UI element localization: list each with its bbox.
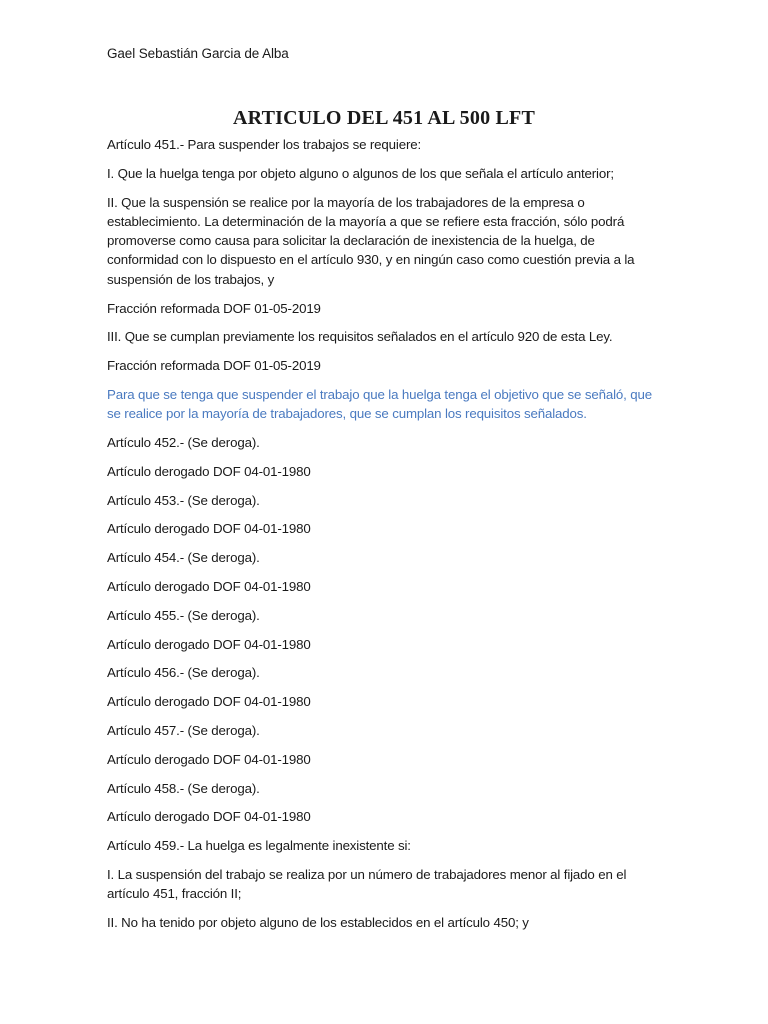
paragraph: Artículo 457.- (Se deroga). [107, 723, 260, 739]
paragraph: I. Que la huelga tenga por objeto alguno o algunos de los que señala el artículo anterior; [107, 165, 614, 181]
paragraph: Artículo 454.- (Se deroga). [107, 550, 260, 566]
paragraph: Artículo derogado DOF 04-01-1980 [107, 751, 311, 767]
paragraph: Artículo derogado DOF 04-01-1980 [107, 579, 311, 595]
paragraph: Fracción reformada DOF 01-05-2019 [107, 358, 321, 374]
paragraph: Artículo derogado DOF 04-01-1980 [107, 636, 311, 652]
paragraph: Artículo 459.- La huelga es legalmente inexistente si: [107, 838, 411, 854]
paragraph: Artículo 453.- (Se deroga). [107, 492, 260, 508]
paragraph: I. La suspensión del trabajo se realiza por un número de trabajadores menor al fijado en el artículo 451, fracción II; [107, 867, 627, 902]
author-name: Gael Sebastián Garcia de Alba [107, 46, 289, 61]
paragraph: Artículo 455.- (Se deroga). [107, 607, 260, 623]
paragraph: Artículo 452.- (Se deroga). [107, 435, 260, 451]
paragraph: Artículo 458.- (Se deroga). [107, 780, 260, 796]
document-title: ARTICULO DEL 451 AL 500 LFT [233, 107, 535, 129]
paragraph: Artículo 456.- (Se deroga). [107, 665, 260, 681]
paragraph: Artículo derogado DOF 04-01-1980 [107, 521, 311, 537]
highlighted-summary: Para que se tenga que suspender el trabajo que la huelga tenga el objetivo que se señaló, que se realice por la mayoría de trabajadores, que se cumplan los requisitos señalados. [107, 386, 652, 422]
paragraph: II. Que la suspensión se realice por la mayoría de los trabajadores de la empresa o establecimiento. La determinación de la mayoría a que se refiere esta fracción, sólo podrá promoverse como causa para solicitar la declaración de inexistencia de la huelga, de conformidad con lo dispuesto en el artículo 930, y en ningún caso como cuestión previa a la suspensión de los trabajos, y [107, 194, 635, 287]
paragraph: Fracción reformada DOF 01-05-2019 [107, 300, 321, 316]
paragraph: Artículo derogado DOF 04-01-1980 [107, 809, 311, 825]
document-body [107, 135, 667, 942]
paragraph: II. No ha tenido por objeto alguno de los establecidos en el artículo 450; y [107, 915, 529, 931]
paragraph: III. Que se cumplan previamente los requisitos señalados en el artículo 920 de esta Ley. [107, 329, 613, 345]
paragraph: Artículo 451.- Para suspender los trabajos se requiere: [107, 137, 422, 152]
paragraph: Artículo derogado DOF 04-01-1980 [107, 694, 311, 710]
paragraph: Artículo derogado DOF 04-01-1980 [107, 463, 311, 479]
